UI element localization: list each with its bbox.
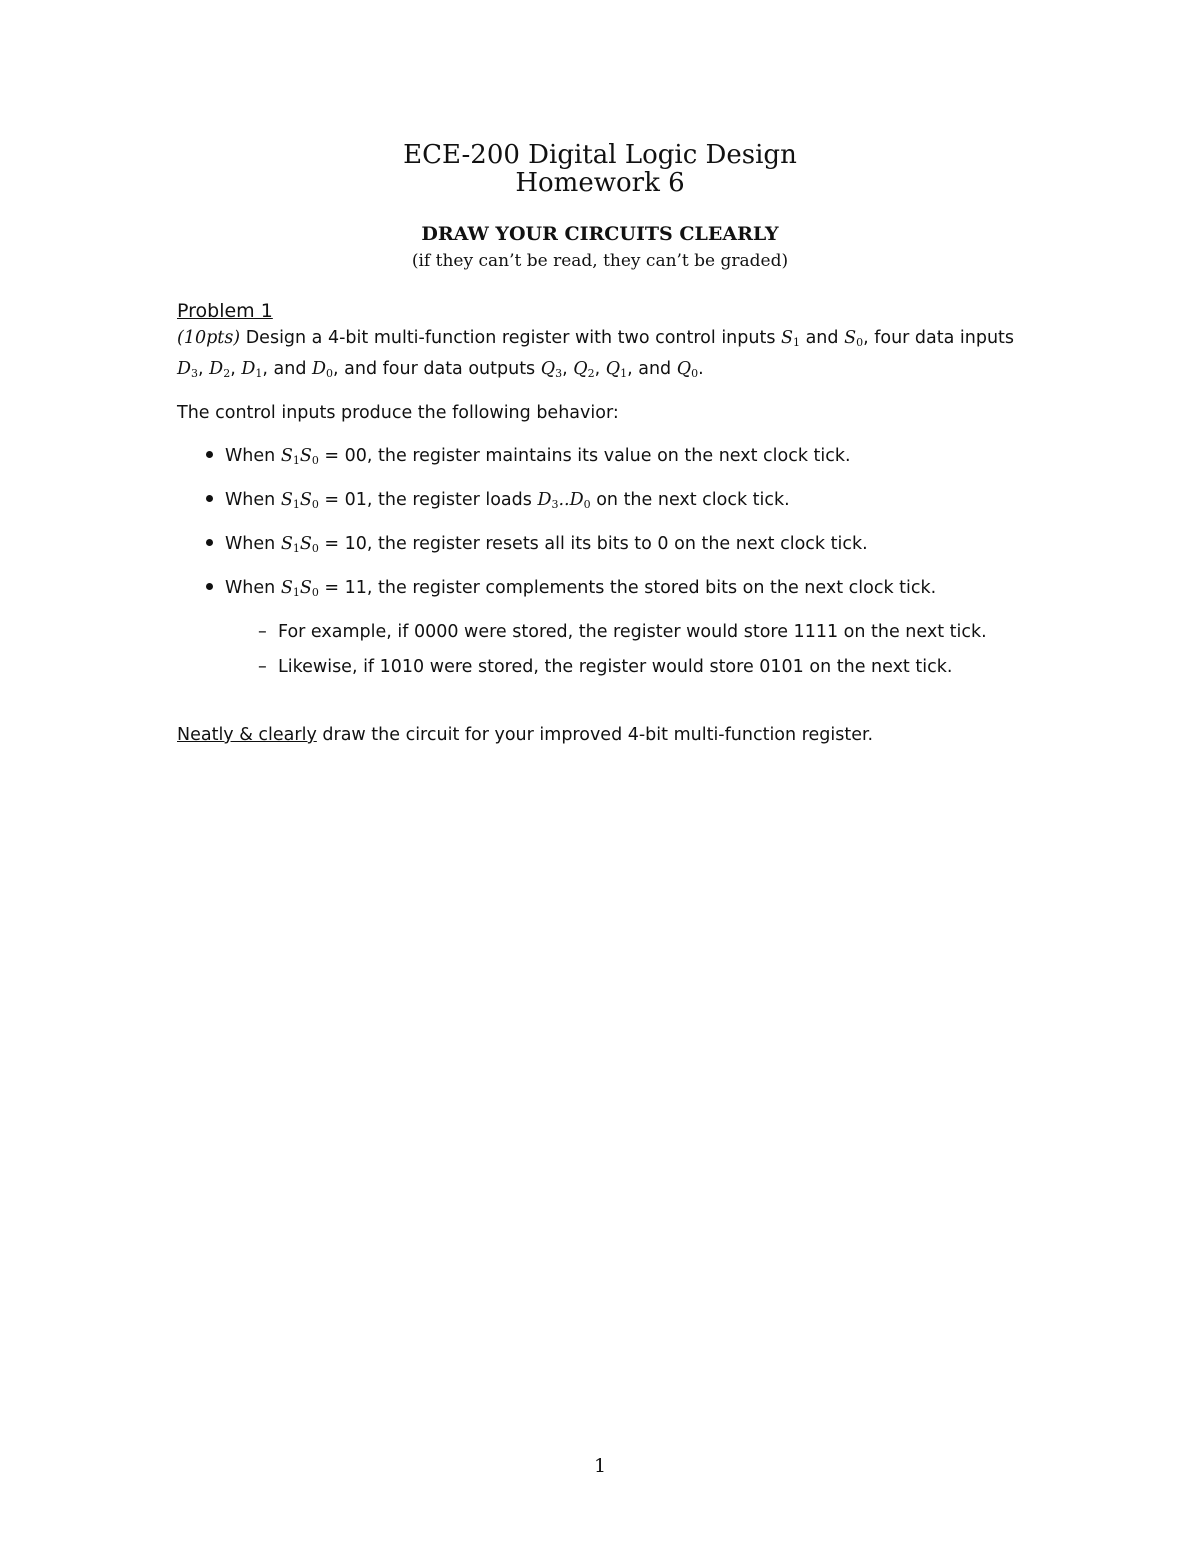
instruction-note: (if they can’t be read, they can’t be graded) (411, 251, 789, 271)
dash-icon: – (258, 657, 267, 677)
points-label: (10pts) (177, 328, 241, 348)
problem-heading: Problem 1 (177, 300, 273, 322)
behavior-lead: The control inputs produce the following behavior: (177, 403, 619, 423)
math-s0: $S_0$ (844, 328, 864, 349)
page-number: 1 (593, 1455, 607, 1477)
bullet-icon (206, 451, 213, 458)
math-s1: $S_1$ (781, 328, 801, 349)
dash-icon: – (258, 622, 267, 642)
sub-list-item: – For example, if 0000 were stored, the register would store 1111 on the next tick. (258, 622, 987, 642)
list-item: When $S_1S_0 = 11$, the register complements the stored bits on the next clock tick. (206, 578, 936, 599)
bullet-icon (206, 583, 213, 590)
list-item: When $S_1S_0 = 01$, the register loads $D_3..D_0$ on the next clock tick. (206, 490, 790, 511)
document-title: ECE-200 Digital Logic Design (403, 140, 797, 170)
bullet-icon (206, 539, 213, 546)
list-item: When $S_1S_0 = 10$, the register resets all its bits to 0 on the next clock tick. (206, 534, 868, 555)
closing-instruction: Neatly & clearly draw the circuit for your improved 4-bit multi-function register. (177, 725, 874, 745)
problem-statement: (10pts) Design a 4-bit multi-function register with two control inputs $S_1$ and $S_0$, four data inputs $D_3$, $D_2$, $D_1$, and $D_0$, and four data outputs $Q_3$, $Q_2$, $Q_1$, and $Q_0$. (177, 328, 1015, 380)
document-subtitle: Homework 6 (515, 168, 685, 198)
sub-list-item: – Likewise, if 1010 were stored, the register would store 0101 on the next tick. (258, 657, 953, 677)
bullet-icon (206, 495, 213, 502)
instruction-banner: DRAW YOUR CIRCUITS CLEARLY (421, 223, 779, 245)
list-item: When $S_1S_0 = 00$, the register maintains its value on the next clock tick. (206, 446, 851, 467)
